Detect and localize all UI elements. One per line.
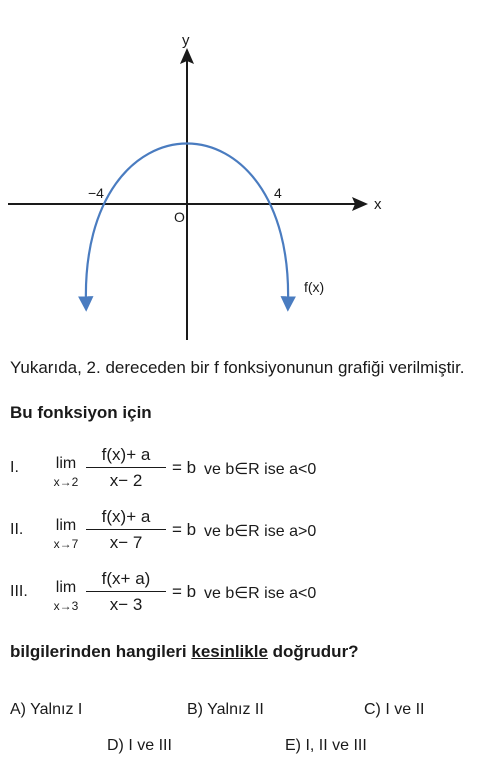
option-c[interactable]: C) I ve II <box>364 701 425 718</box>
statement-3-denominator: x− 3 <box>109 595 143 614</box>
statement-1-lim-sub: x→2 <box>53 475 79 489</box>
statement-1-equals: = b <box>172 458 197 477</box>
statement-3-equals: = b <box>172 582 197 601</box>
x-axis-label: x <box>374 196 382 213</box>
statement-2-condition: ve b∈R ise a>0 <box>204 523 317 540</box>
statement-3-condition: ve b∈R ise a<0 <box>204 585 317 602</box>
statement-2-number: II. <box>10 521 24 538</box>
statement-2-fraction-bar <box>86 529 166 530</box>
statement-3-lim: lim <box>55 579 77 596</box>
pos-root-label: 4 <box>274 185 282 201</box>
statement-2-denominator: x− 7 <box>109 533 143 552</box>
question-emphasis: kesinlikle <box>191 642 268 661</box>
intro-text: Yukarıda, 2. dereceden bir f fonksiyonunun grafiği verilmiştir. <box>10 358 465 377</box>
statement-1-condition: ve b∈R ise a<0 <box>204 461 317 478</box>
statement-1-lim: lim <box>55 455 77 472</box>
statement-3-number: III. <box>10 583 28 600</box>
statements-heading: Bu fonksiyon için <box>10 403 152 422</box>
statement-3-lim-sub: x→3 <box>53 599 79 613</box>
statement-2-lim-sub: x→7 <box>53 537 79 551</box>
statement-1-number: I. <box>10 459 19 476</box>
question-text <box>10 642 359 662</box>
option-a[interactable]: A) Yalnız I <box>10 701 83 718</box>
statement-3-numerator: f(x+ a) <box>101 569 151 588</box>
statement-2-lim: lim <box>55 517 77 534</box>
option-b[interactable]: B) Yalnız II <box>187 701 264 718</box>
y-axis-label: y <box>182 32 190 49</box>
statement-1-fraction-bar <box>86 467 166 468</box>
question-after: doğrudur? <box>267 642 359 661</box>
statement-1-numerator: f(x)+ a <box>101 445 151 464</box>
origin-label: O <box>174 209 185 225</box>
curve-label: f(x) <box>304 279 325 295</box>
statement-3-fraction-bar <box>86 591 166 592</box>
option-d[interactable]: D) I ve III <box>107 737 172 754</box>
statement-2-equals: = b <box>172 520 197 539</box>
parabola-graph <box>0 0 503 345</box>
option-e[interactable]: E) I, II ve III <box>285 737 367 754</box>
statement-1-denominator: x− 2 <box>109 471 143 490</box>
question-before: bilgilerinden hangileri <box>10 642 192 661</box>
statement-2-numerator: f(x)+ a <box>101 507 151 526</box>
neg-root-label: −4 <box>88 185 104 201</box>
